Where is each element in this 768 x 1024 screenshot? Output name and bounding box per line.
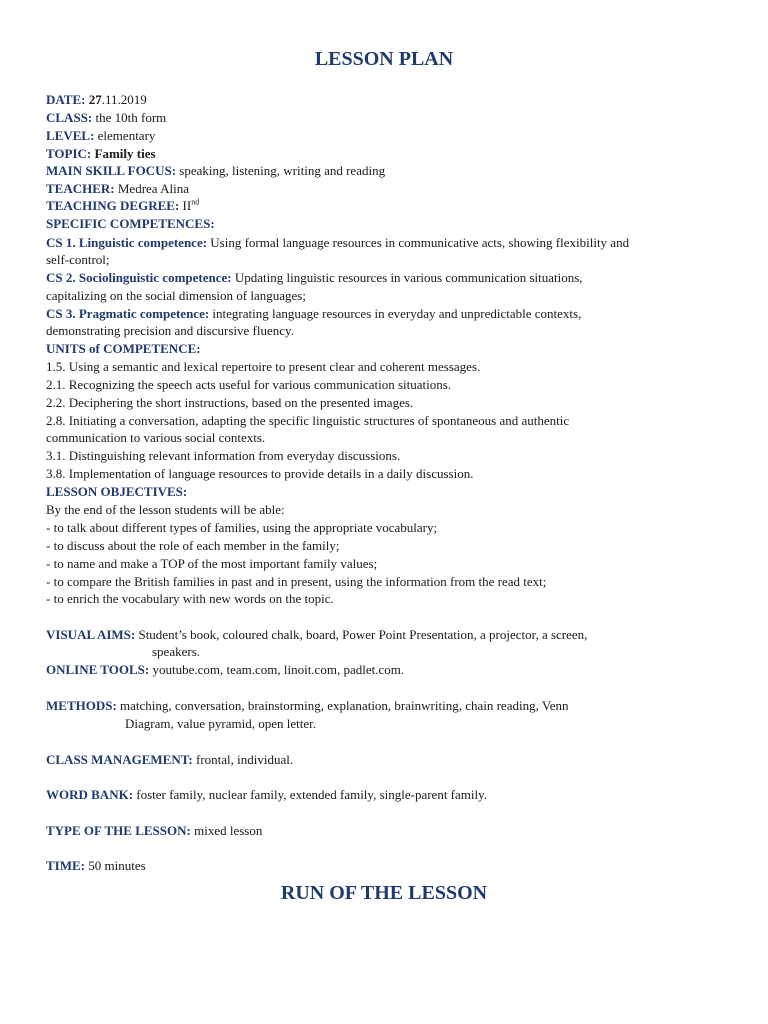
competences-heading: SPECIFIC COMPETENCES: [46, 216, 215, 231]
methods-line [46, 697, 722, 715]
type-value: mixed lesson [194, 823, 263, 838]
class-value: the 10th form [95, 110, 167, 125]
wordbank-line [46, 786, 722, 804]
visual-value-cont: speakers. [152, 644, 201, 659]
objective-item: - to compare the British families in past and in present, using the information from the read text; [46, 574, 547, 589]
cs2-text: Updating linguistic resources in various communication situations, [234, 270, 583, 285]
teacher-label: TEACHER: [46, 181, 115, 196]
level-label: LEVEL: [46, 128, 95, 143]
topic-line [46, 145, 722, 163]
visual-value: Student’s book, coloured chalk, board, Power Point Presentation, a projector, a screen, [138, 627, 588, 642]
cs3-text: integrating language resources in everyday and unpredictable contexts, [212, 306, 582, 321]
skill-line [46, 162, 722, 180]
management-line [46, 751, 722, 769]
cs3-label: CS 3. Pragmatic competence: [46, 306, 210, 321]
degree-sup: nd [191, 197, 200, 207]
level-value: elementary [97, 128, 156, 143]
type-line [46, 822, 722, 840]
unit-item: 2.8. Initiating a conversation, adapting the specific linguistic structures of spontaneous and authentic [46, 413, 570, 428]
visual-line [46, 626, 722, 644]
class-line [46, 109, 722, 127]
online-line [46, 661, 722, 679]
date-day: 27 [88, 92, 102, 107]
cs1-line [46, 234, 722, 252]
units-heading: UNITS of COMPETENCE: [46, 341, 201, 356]
date-label: DATE: [46, 92, 86, 107]
cs1-label: CS 1. Linguistic competence: [46, 235, 208, 250]
teacher-line [46, 180, 722, 198]
page-title: LESSON PLAN [314, 48, 454, 70]
degree-label: TEACHING DEGREE: [46, 198, 180, 213]
online-label: ONLINE TOOLS: [46, 662, 150, 677]
unit-item: 3.1. Distinguishing relevant information from everyday discussions. [46, 448, 401, 463]
degree-line [46, 197, 722, 215]
methods-value-cont: Diagram, value pyramid, open letter. [125, 716, 316, 731]
cs2-text-cont: capitalizing on the social dimension of languages; [46, 288, 306, 303]
unit-item: 2.1. Recognizing the speech acts useful for various communication situations. [46, 377, 452, 392]
date-line [46, 91, 722, 109]
skill-label: MAIN SKILL FOCUS: [46, 163, 177, 178]
objective-item: - to enrich the vocabulary with new words on the topic. [46, 591, 334, 606]
teacher-value: Medrea Alina [117, 181, 189, 196]
objectives-heading: LESSON OBJECTIVES: [46, 484, 188, 499]
cs3-line [46, 305, 722, 323]
management-value: frontal, individual. [196, 752, 294, 767]
objective-item: - to talk about different types of families, using the appropriate vocabulary; [46, 520, 438, 535]
type-label: TYPE OF THE LESSON: [46, 823, 191, 838]
methods-value: matching, conversation, brainstorming, explanation, brainwriting, chain reading, Venn [120, 698, 569, 713]
cs2-label: CS 2. Sociolinguistic competence: [46, 270, 232, 285]
cs1-text-cont: self-control; [46, 252, 110, 267]
time-label: TIME: [46, 858, 85, 873]
topic-value: Family ties [94, 146, 156, 161]
degree-value: II [182, 198, 192, 213]
wordbank-value: foster family, nuclear family, extended family, single-parent family. [136, 787, 488, 802]
unit-item: 1.5. Using a semantic and lexical repertoire to present clear and coherent messages. [46, 359, 481, 374]
level-line [46, 127, 722, 145]
objective-item: - to discuss about the role of each member in the family; [46, 538, 340, 553]
skill-value: speaking, listening, writing and reading [179, 163, 386, 178]
time-value: 50 minutes [88, 858, 146, 873]
class-label: CLASS: [46, 110, 93, 125]
time-line [46, 857, 722, 875]
online-value: youtube.com, team.com, linoit.com, padlet.com. [152, 662, 405, 677]
wordbank-label: WORD BANK: [46, 787, 134, 802]
visual-label: VISUAL AIMS: [46, 627, 136, 642]
topic-label: TOPIC: [46, 146, 92, 161]
unit-item: 2.2. Deciphering the short instructions, based on the presented images. [46, 395, 414, 410]
date-rest: .11.2019 [101, 92, 147, 107]
objective-item: - to name and make a TOP of the most important family values; [46, 556, 378, 571]
cs2-line [46, 269, 722, 287]
run-of-lesson-title: RUN OF THE LESSON [280, 882, 488, 904]
cs3-text-cont: demonstrating precision and discursive fluency. [46, 323, 294, 338]
unit-item: 3.8. Implementation of language resources to provide details in a daily discussion. [46, 466, 474, 481]
unit-item: communication to various social contexts. [46, 430, 266, 445]
objectives-intro: By the end of the lesson students will be able: [46, 502, 285, 517]
management-label: CLASS MANAGEMENT: [46, 752, 193, 767]
methods-label: METHODS: [46, 698, 117, 713]
cs1-text: Using formal language resources in communicative acts, showing flexibility and [210, 235, 630, 250]
